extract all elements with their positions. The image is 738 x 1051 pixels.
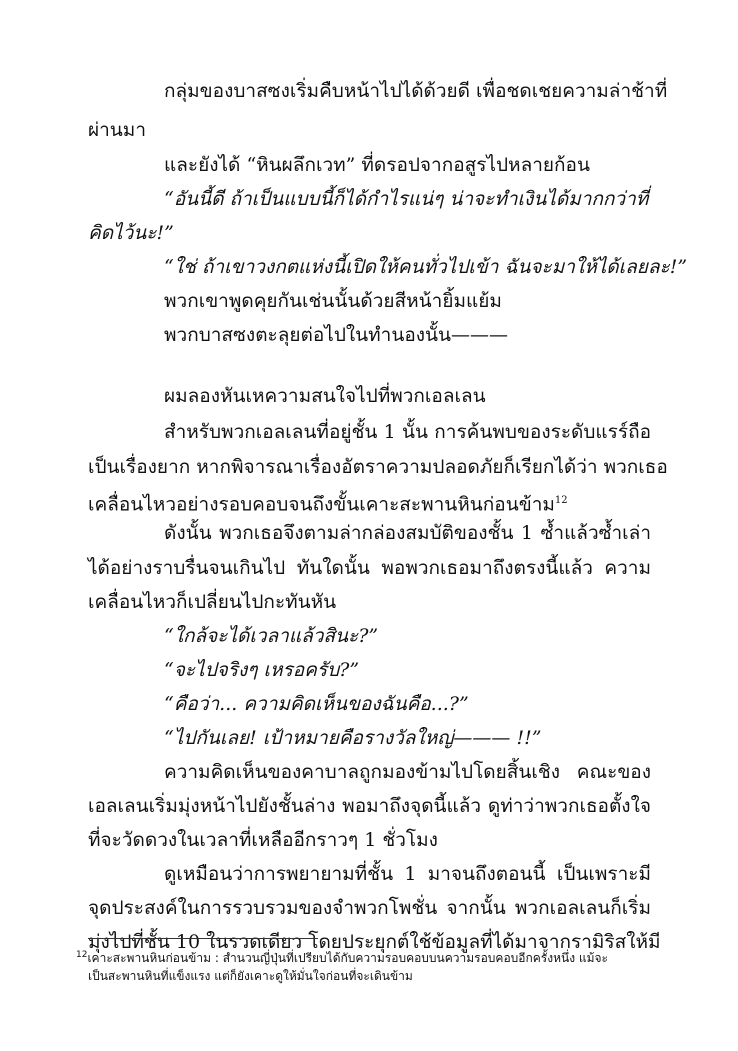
text-line: ผ่านมา <box>88 119 146 141</box>
text-line: ดังนั้น พวกเธอจึงตามล่ากล่องสมบัติของชั้น 1 ซ้ำแล้วซ้ำเล่า <box>164 522 651 544</box>
text-line: เป็นเรื่องยาก หากพิจารณาเรื่องอัตราความปลอดภัยก็เรียกได้ว่า พวกเธอ <box>88 456 668 478</box>
text-line: ดูเหมือนว่าการพยายามที่ชั้น 1 มาจนถึงตอนนี้ เป็นเพราะมี <box>164 863 651 885</box>
text-line: สำหรับพวกเอลเลนที่อยู่ชั้น 1 นั้น การค้นพบของระดับแรร์ถือ <box>164 421 651 443</box>
text-line-with-ref <box>88 488 738 517</box>
text-line: ได้อย่างราบรื่นจนเกินไป ทันใดนั้น พอพวกเธอมาถึงตรงนี้แล้ว ความ <box>88 557 651 579</box>
text-line: และยังได้ “หินผลึกเวท” ที่ดรอปจากอสูรไปหลายก้อน <box>164 154 590 176</box>
footnote-ref: 12 <box>554 495 568 506</box>
text-line: จุดประสงค์ในการรวบรวมของจำพวกโพชั่น จากนั้น พวกเอลเลนก็เริ่ม <box>88 897 651 919</box>
dialogue-line: “ใช่ ถ้าเขาวงกตแห่งนี้เปิดให้คนทั่วไปเข้า ฉันจะมาให้ได้เลยละ!” <box>164 256 688 278</box>
text-line: กลุ่มของบาสซงเริ่มคืบหน้าไปได้ด้วยดี เพื่อชดเชยความล่าช้าที่ <box>164 80 668 102</box>
footnote-line <box>76 947 608 966</box>
dialogue-line: คิดไว้นะ!” <box>88 222 174 244</box>
text-line: เคลื่อนไหวอย่างรอบคอบจนถึงขั้นเคาะสะพานหินก่อนข้าม <box>88 493 555 516</box>
text-line: ที่จะวัดดวงในเวลาที่เหลืออีกราวๆ 1 ชั่วโมง <box>88 829 438 851</box>
dialogue-line: “ไปกันเลย! เป้าหมายคือรางวัลใหญ่——— !!” <box>164 727 542 749</box>
footnote-marker: 12 <box>76 950 88 960</box>
text-line: เอลเลนเริ่มมุ่งหน้าไปยังชั้นล่าง พอมาถึงจุดนี้แล้ว ดูท่าว่าพวกเธอตั้งใจ <box>88 795 651 817</box>
dialogue-line: “คือว่า... ความคิดเห็นของฉันคือ...?” <box>164 693 469 715</box>
text-line: เคลื่อนไหวก็เปลี่ยนไปกะทันหัน <box>88 591 337 613</box>
text-line: พวกเขาพูดคุยกันเช่นนั้นด้วยสีหน้ายิ้มแย้ม <box>164 290 502 312</box>
text-line: ผมลองหันเหความสนใจไปที่พวกเอลเลน <box>164 385 486 407</box>
footnote-divider <box>88 938 318 939</box>
footnote-text: เคาะสะพานหินก่อนข้าม : สำนวนญี่ปุ่นที่เปรียบได้กับความรอบคอบบนความรอบคอบอีกครั้งหนึ่ง แม้จะ <box>87 951 608 965</box>
dialogue-line: “อันนี้ดี ถ้าเป็นแบบนี้ก็ได้กำไรแน่ๆ น่าจะทำเงินได้มากกว่าที่ <box>164 188 649 210</box>
dialogue-line: “จะไปจริงๆ เหรอครับ?” <box>164 659 360 681</box>
footnote-line: เป็นสะพานหินที่แข็งแรง แต่ก็ยังเคาะดูให้มั่นใจก่อนที่จะเดินข้าม <box>88 969 413 983</box>
dialogue-line: “ใกล้จะได้เวลาแล้วสินะ?” <box>164 625 379 647</box>
text-line: พวกบาสซงตะลุยต่อไปในทำนองนั้น——— <box>164 324 508 346</box>
text-line: ความคิดเห็นของคาบาลถูกมองข้ามไปโดยสิ้นเชิง คณะของ <box>164 761 651 783</box>
text-line: มุ่งไปที่ชั้น 10 ในรวดเดียว โดยประยุกต์ใช้ข้อมูลที่ได้มาจากรามิริสให้มี <box>88 931 661 953</box>
